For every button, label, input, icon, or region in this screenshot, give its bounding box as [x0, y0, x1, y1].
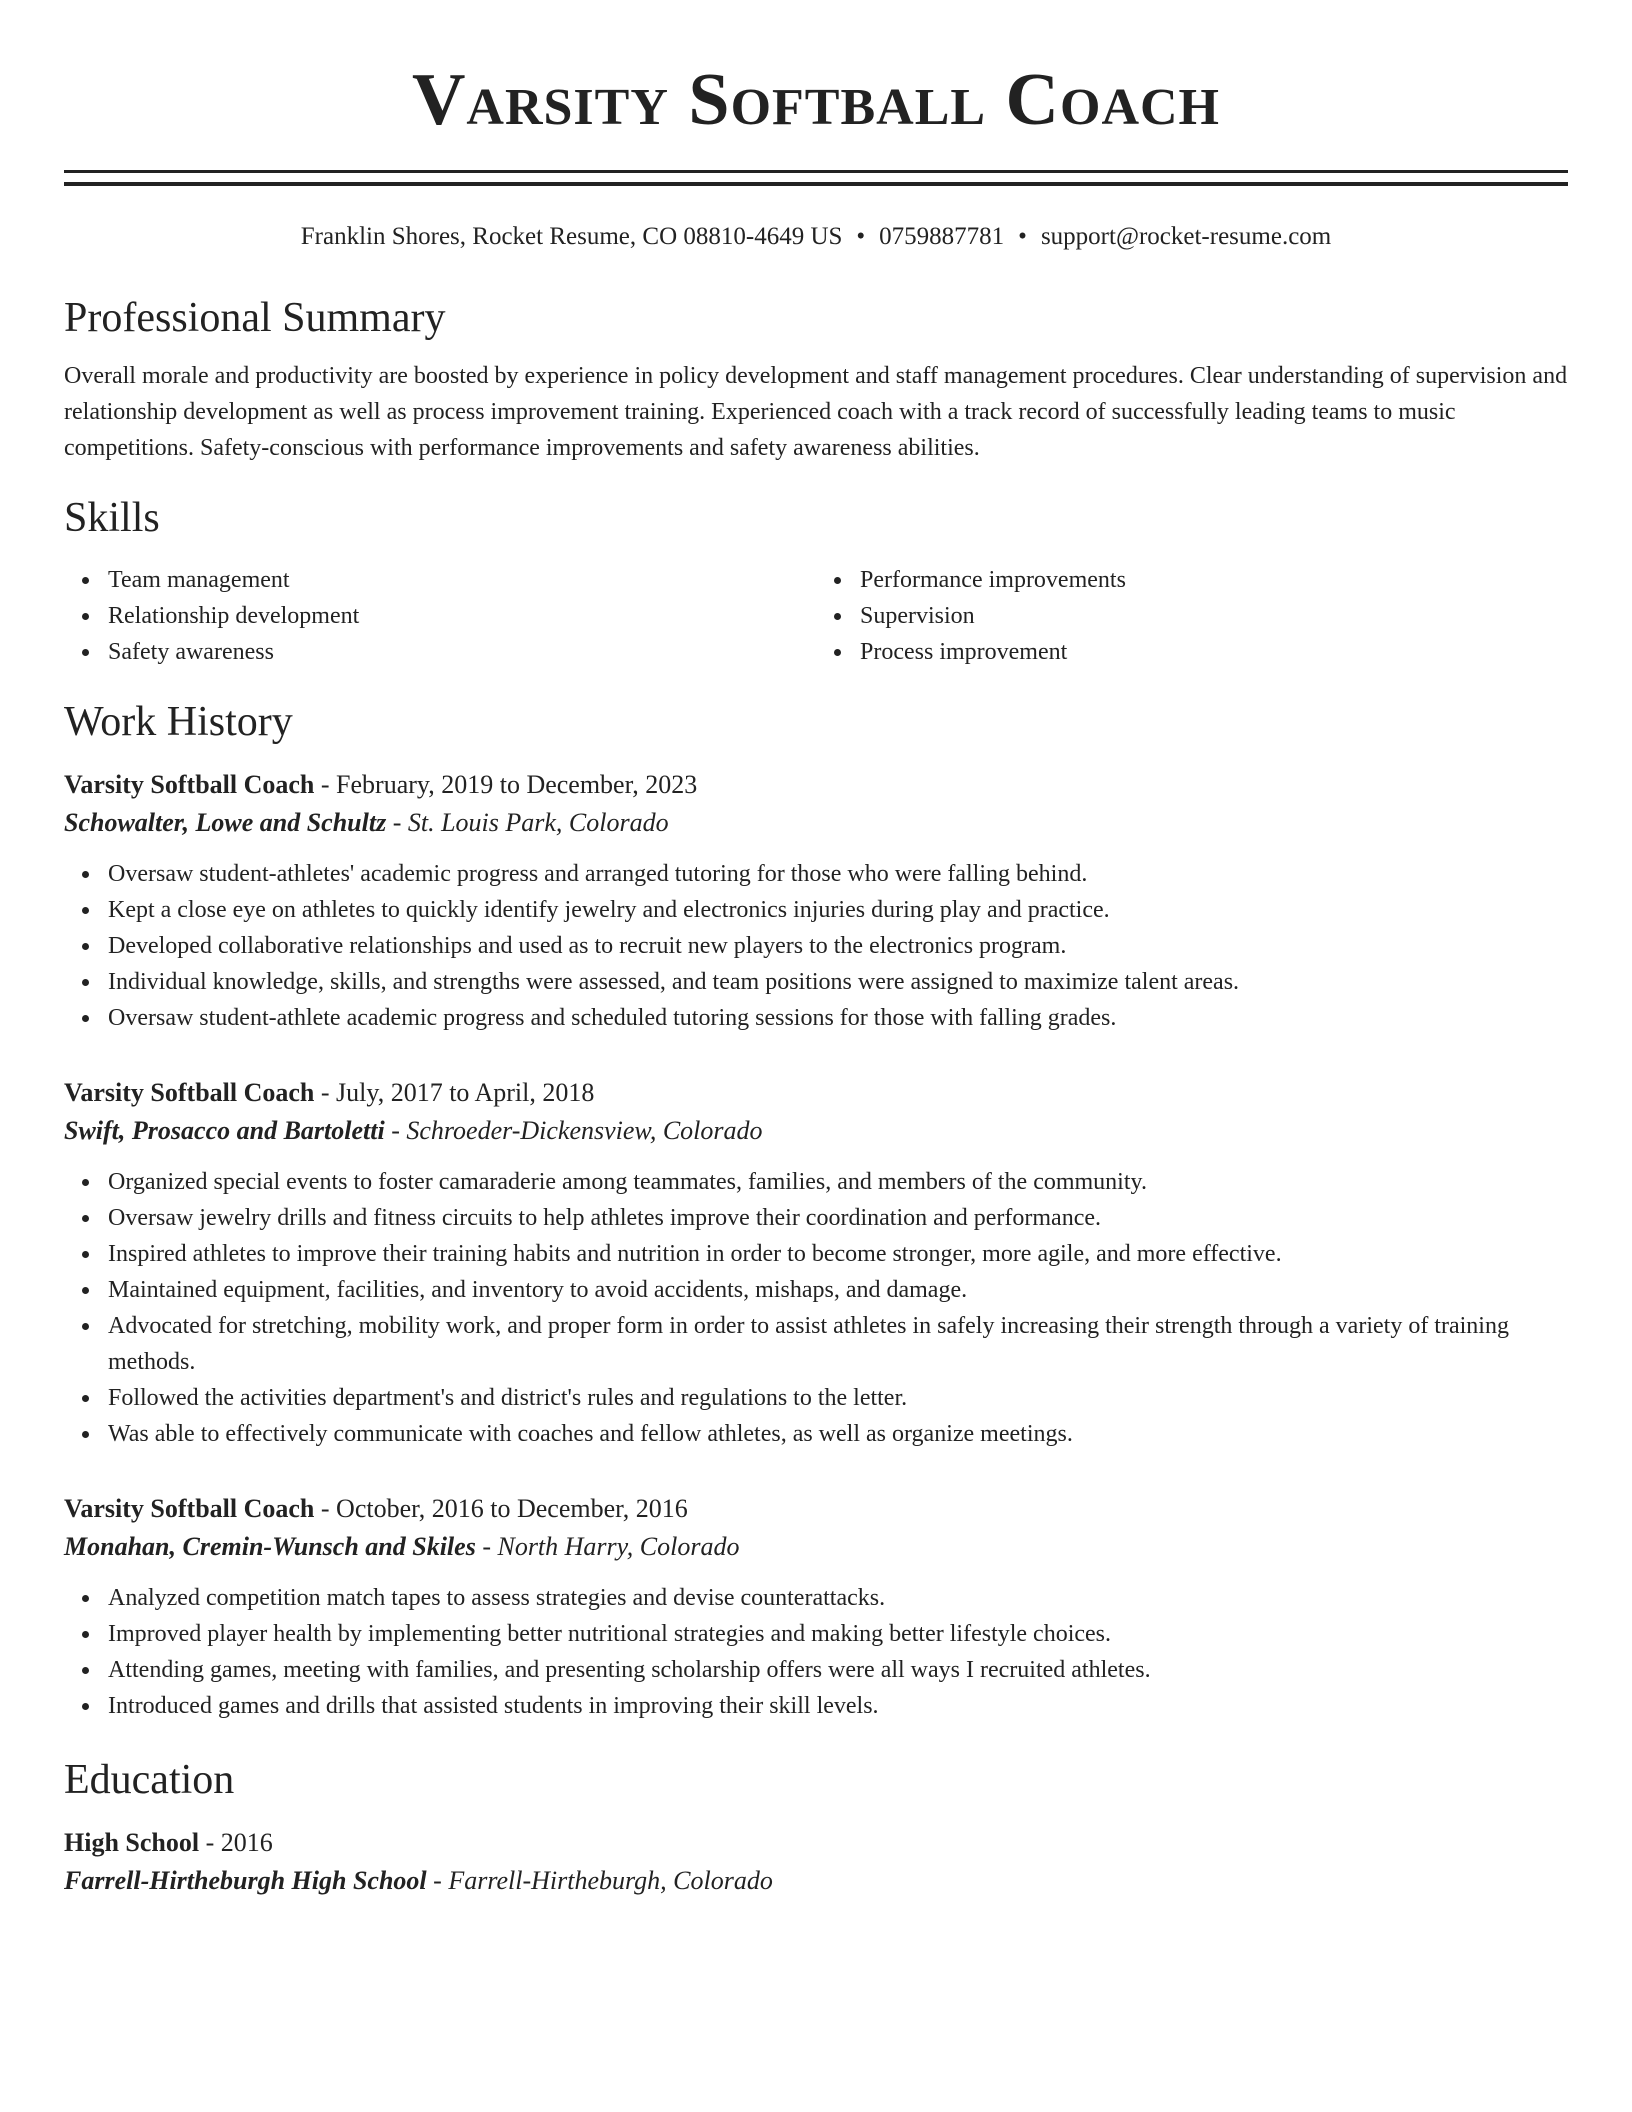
job-title-line	[64, 766, 1568, 804]
title-divider	[64, 170, 1568, 186]
duty-item: Individual knowledge, skills, and strengths were assessed, and team positions were assigned to maximize talent areas.	[64, 964, 1568, 1000]
work-history-heading: Work History	[64, 699, 293, 745]
job-entry	[64, 1074, 1568, 1452]
company-line	[64, 1112, 1568, 1150]
skills-grid	[64, 562, 1568, 670]
degree-line	[64, 1824, 1568, 1862]
duty-item: Introduced games and drills that assisted students in improving their skill levels.	[64, 1688, 1568, 1724]
skill-item: Supervision	[816, 598, 1568, 634]
company-name: Monahan, Cremin-Wunsch and Skiles	[64, 1532, 476, 1561]
company-line	[64, 804, 1568, 842]
skill-item: Process improvement	[816, 634, 1568, 670]
duty-item: Organized special events to foster camaraderie among teammates, families, and members of the community.	[64, 1164, 1568, 1200]
graduation-year: - 2016	[199, 1828, 273, 1857]
summary-text: Overall morale and productivity are boosted by experience in policy development and staff management procedures. Clear understanding of supervision and relationship development as well as process improvement training. Experienced coach with a track record of successfully leading teams to music competitions. Safety-conscious with performance improvements and safety awareness abilities.	[64, 363, 1568, 461]
job-title: Varsity Softball Coach	[64, 1078, 315, 1107]
job-dates: - February, 2019 to December, 2023	[314, 770, 698, 799]
school-name: Farrell-Hirtheburgh High School	[64, 1866, 427, 1895]
duty-item: Was able to effectively communicate with coaches and fellow athletes, as well as organize meetings.	[64, 1416, 1568, 1452]
duty-item: Advocated for stretching, mobility work, and proper form in order to assist athletes in safely increasing their strength through a variety of training methods.	[64, 1308, 1568, 1380]
company-name: Schowalter, Lowe and Schultz	[64, 808, 387, 837]
contact-separator: •	[856, 223, 866, 250]
company-name: Swift, Prosacco and Bartoletti	[64, 1116, 385, 1145]
job-duties	[64, 1580, 1568, 1724]
skills-column-right	[816, 562, 1568, 670]
education-entry	[64, 1824, 1568, 1900]
skill-item: Team management	[64, 562, 816, 598]
duty-item: Oversaw jewelry drills and fitness circuits to help athletes improve their coordination and performance.	[64, 1200, 1568, 1236]
company-location: - Schroeder-Dickensview, Colorado	[384, 1116, 763, 1145]
school-line	[64, 1862, 1568, 1900]
contact-email: support@rocket-resume.com	[1040, 223, 1332, 250]
skills-list-left	[64, 562, 816, 670]
degree: High School	[64, 1828, 200, 1857]
duty-item: Followed the activities department's and district's rules and regulations to the letter.	[64, 1380, 1568, 1416]
duty-item: Kept a close eye on athletes to quickly identify jewelry and electronics injuries during play and practice.	[64, 892, 1568, 928]
job-title: Varsity Softball Coach	[64, 770, 315, 799]
duty-item: Oversaw student-athletes' academic progress and arranged tutoring for those who were falling behind.	[64, 856, 1568, 892]
job-duties	[64, 1164, 1568, 1452]
job-dates: - July, 2017 to April, 2018	[314, 1078, 595, 1107]
job-duties	[64, 856, 1568, 1036]
job-entry	[64, 766, 1568, 1036]
job-title-line	[64, 1490, 1568, 1528]
duty-item: Developed collaborative relationships and used as to recruit new players to the electronics program.	[64, 928, 1568, 964]
duty-item: Oversaw student-athlete academic progress and scheduled tutoring sessions for those with falling grades.	[64, 1000, 1568, 1036]
contact-separator: •	[1018, 223, 1027, 250]
duty-item: Analyzed competition match tapes to assess strategies and devise counterattacks.	[64, 1580, 1568, 1616]
duty-item: Inspired athletes to improve their training habits and nutrition in order to become stronger, more agile, and more effective.	[64, 1236, 1568, 1272]
job-title-line	[64, 1074, 1568, 1112]
contact-line	[64, 220, 1568, 254]
job-dates: - October, 2016 to December, 2016	[314, 1494, 688, 1523]
summary-heading: Professional Summary	[64, 295, 446, 341]
skills-heading: Skills	[64, 495, 160, 541]
skills-list-right	[816, 562, 1568, 670]
skill-item: Relationship development	[64, 598, 816, 634]
skills-column-left	[64, 562, 816, 670]
company-line	[64, 1528, 1568, 1566]
contact-address: Franklin Shores, Rocket Resume, CO 08810-4649 US	[300, 223, 843, 250]
job-entry	[64, 1490, 1568, 1724]
company-location: - St. Louis Park, Colorado	[386, 808, 669, 837]
duty-item: Attending games, meeting with families, and presenting scholarship offers were all ways I recruited athletes.	[64, 1652, 1568, 1688]
duty-item: Maintained equipment, facilities, and inventory to avoid accidents, mishaps, and damage.	[64, 1272, 1568, 1308]
duty-item: Improved player health by implementing better nutritional strategies and making better lifestyle choices.	[64, 1616, 1568, 1652]
resume-title: Varsity Softball Coach	[411, 59, 1221, 141]
skill-item: Safety awareness	[64, 634, 816, 670]
contact-phone: 0759887781	[879, 223, 1005, 250]
school-location: - Farrell-Hirtheburgh, Colorado	[426, 1866, 773, 1895]
company-location: - North Harry, Colorado	[475, 1532, 740, 1561]
skill-item: Performance improvements	[816, 562, 1568, 598]
job-title: Varsity Softball Coach	[64, 1494, 315, 1523]
education-heading: Education	[64, 1757, 235, 1803]
